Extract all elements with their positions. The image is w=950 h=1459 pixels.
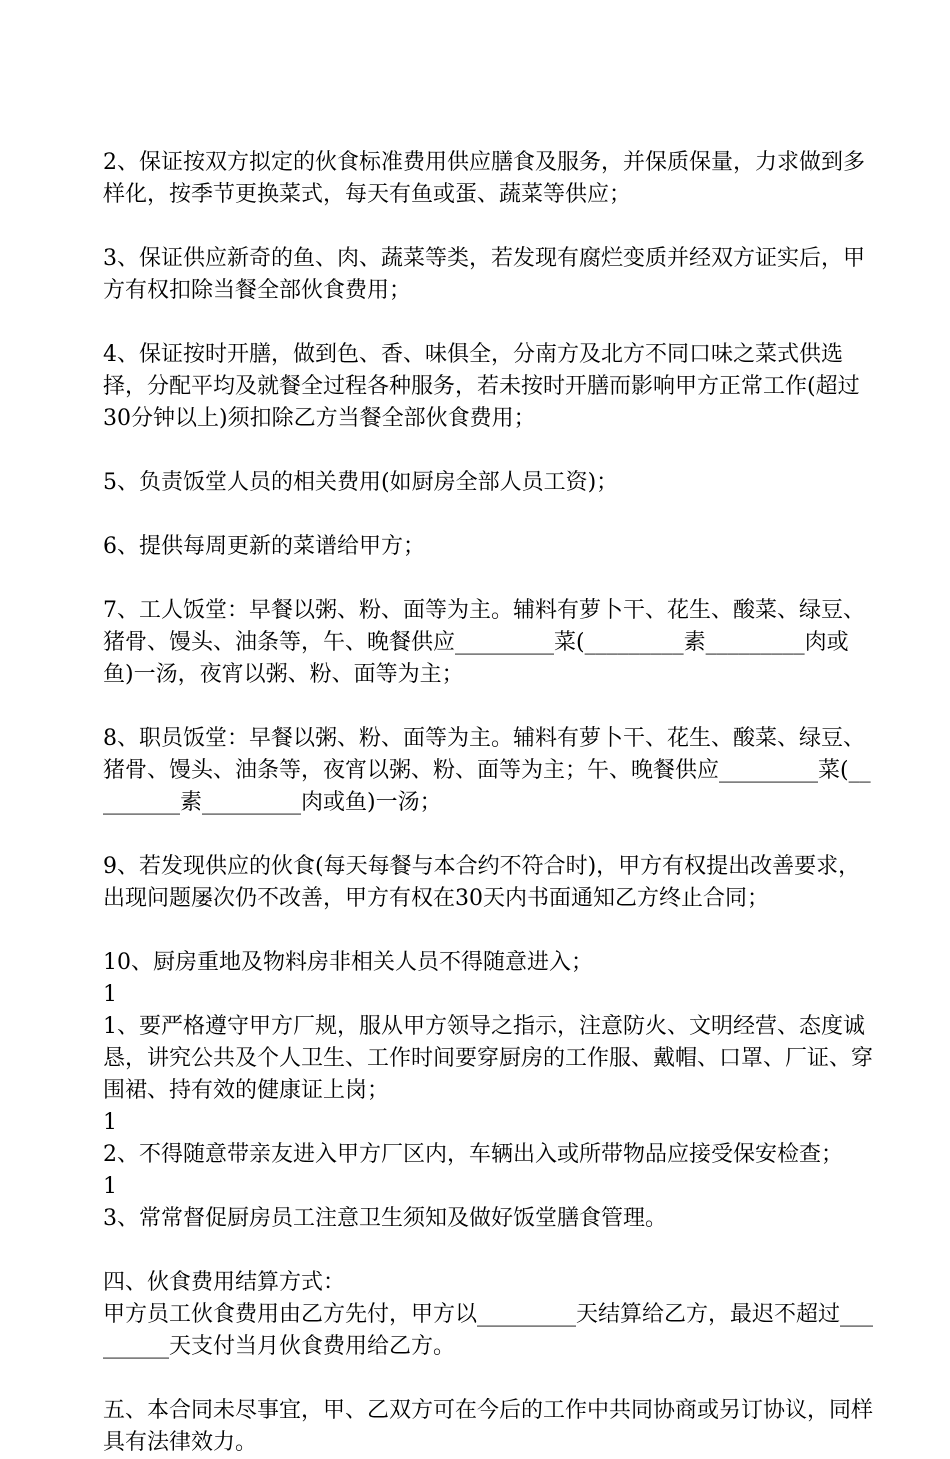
sub-item-3: 3、常常督促厨房员工注意卫生须知及做好饭堂膳食管理。 [103,1206,667,1231]
clause-8: 8、职员饭堂：早餐以粥、粉、面等为主。辅料有萝卜干、花生、酸菜、绿豆、猪骨、馒头、油条等，夜宵以粥、粉、面等为主；午、晚餐供应_________菜(_________素_________肉或鱼)一汤； [103,726,871,815]
section-5: 五、本合同未尽事宜，甲、乙双方可在今后的工作中共同协商或另订协议，同样具有法律效力。 [103,1398,874,1455]
section-4 [103,1267,873,1363]
sub-item-1: 1、要严格遵守甲方厂规，服从甲方领导之指示，注意防火、文明经营、态度诚恳，讲究公共及个人卫生、工作时间要穿厨房的工作服、戴帽、口罩、厂证、穿围裙、持有效的健康证上岗； [103,1014,874,1103]
clause-10-block [103,947,873,1235]
clause-9: 9、若发现供应的伙食(每天每餐与本合约不符合时)，甲方有权提出改善要求，出现问题屡次仍不改善，甲方有权在30天内书面通知乙方终止合同； [103,854,861,911]
clause-4: 4、保证按时开膳，做到色、香、味俱全，分南方及北方不同口味之菜式供选择，分配平均及就餐全过程各种服务，若未按时开膳而影响甲方正常工作(超过30分钟以上)须扣除乙方当餐全部伙食费用； [103,342,860,431]
section-4-body: 甲方员工伙食费用由乙方先付，甲方以_________天结算给乙方，最迟不超过_________天支付当月伙食费用给乙方。 [103,1302,874,1359]
item-number: 1 [103,1174,117,1199]
item-number: 1 [103,982,117,1007]
clause-7: 7、工人饭堂：早餐以粥、粉、面等为主。辅料有萝卜干、花生、酸菜、绿豆、猪骨、馒头、油条等，午、晚餐供应_________菜(_________素_________肉或鱼)一汤，夜宵以粥、粉、面等为主； [103,598,865,687]
sub-item-2: 2、不得随意带亲友进入甲方厂区内，车辆出入或所带物品应接受保安检查； [103,1142,843,1167]
clause-5: 5、负责饭堂人员的相关费用(如厨房全部人员工资)； [103,470,619,495]
section-4-heading: 四、伙食费用结算方式： [103,1270,346,1295]
clause-6: 6、提供每周更新的菜谱给甲方； [103,534,425,559]
item-number: 1 [103,1110,117,1135]
clause-10: 10、厨房重地及物料房非相关人员不得随意进入； [103,950,593,975]
document-body [103,147,873,1459]
clause-3: 3、保证供应新奇的鱼、肉、蔬菜等类，若发现有腐烂变质并经双方证实后，甲方有权扣除当餐全部伙食费用； [103,246,865,303]
clause-2: 2、保证按双方拟定的伙食标准费用供应膳食及服务，并保质保量，力求做到多样化，按季节更换菜式，每天有鱼或蛋、蔬菜等供应； [103,150,865,207]
